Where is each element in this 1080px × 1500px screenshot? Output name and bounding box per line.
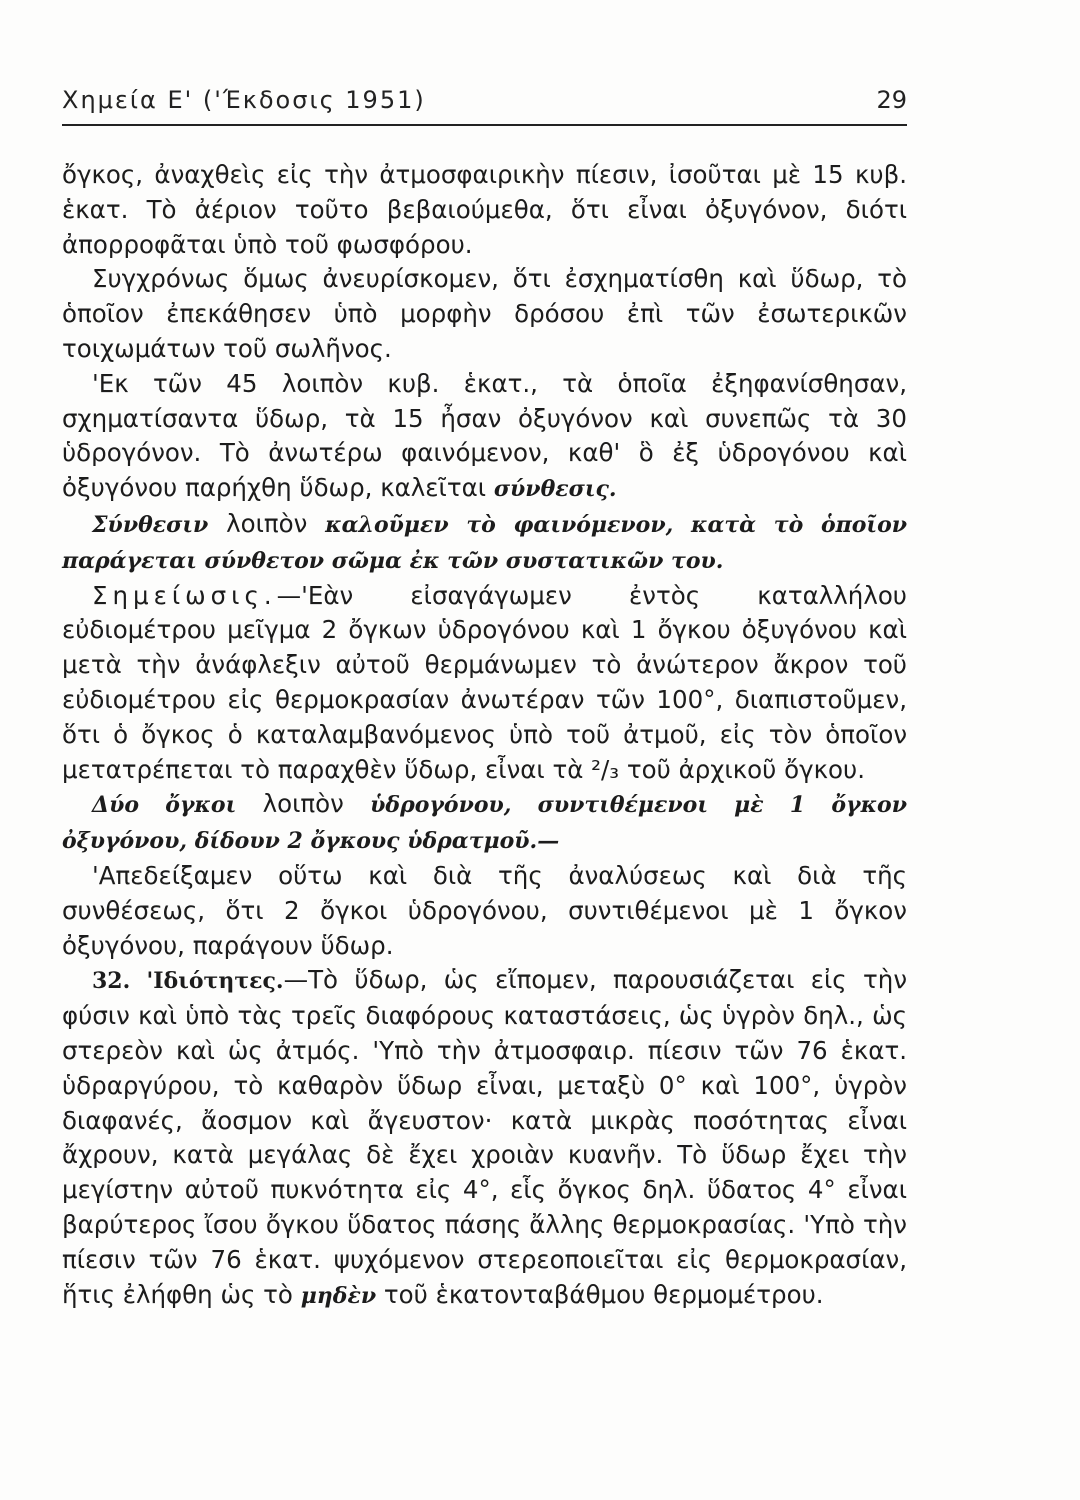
page-number: 29 [876,86,907,114]
law-statement [62,787,907,859]
section-32 [62,963,907,1313]
paragraph-3-text: 'Εκ τῶν 45 λοιπὸν κυβ. ἑκατ., τὰ ὁποῖα ἐξηφανίσθησαν, σχηματίσαντα ὕδωρ, τὰ 15 ἦσαν ὀξυγόνον καὶ συνεπῶς τὰ 30 ὑδρογόνον. Τὸ ἀνωτέρω φαινόμενον, καθ' ὃ ἐξ ὑδρογόνου καὶ ὀξυγόνου παρήχθη ὕδωρ, καλεῖται [62,368,907,503]
header-rule [62,124,907,126]
paragraph-1: ὄγκος, ἀναχθεὶς εἰς τὴν ἀτμοσφαιρικὴν πίεσιν, ἰσοῦται μὲ 15 κυβ. ἑκατ. Τὸ ἀέριον τοῦτο βεβαιούμεθα, ὅτι εἶναι ὀξυγόνον, διότι ἀπορροφᾶται ὑπὸ τοῦ φωσφόρου. [62,160,907,259]
note-text: —'Εὰν εἰσαγάγωμεν ἐντὸς καταλλήλου εὐδιομέτρου μεῖγμα 2 ὄγκων ὑδρογόνου καὶ 1 ὄγκου ὀξυγόνου καὶ μετὰ τὴν ἀνάφλεξιν αὐτοῦ θερμάνωμεν τὸ ἀνώτερον ἄκρον τοῦ εὐδιομέτρου εἰς θερμοκρασίαν ἀνωτέραν τῶν 100°, διαπιστοῦμεν, ὅτι ὁ ὄγκος ὁ καταλαμβανόμενος ὑπὸ τοῦ ἀτμοῦ, εἰς τὸν ὁποῖον μετατρέπεται τὸ παραχθὲν ὕδωρ, εἶναι τὰ ²/₃ τοῦ ἀρχικοῦ ὄγκου. [62,580,907,784]
section-32-end: τοῦ ἑκατονταβάθμου θερμομέτρου. [383,1279,824,1309]
law-statement-text: ὑδρογόνου, συντιθέμενοι μὲ 1 ὄγκον ὀξυγόνου, δίδουν 2 ὄγκους ὑδρατμοῦ.— [62,792,907,855]
law-statement-start: Δύο ὄγκοι [92,792,237,819]
note-paragraph [62,579,907,788]
header-title: Χημεία Ε' ('Έκδοσις 1951) [62,86,426,114]
definition-synthesis [62,507,907,579]
running-header [62,86,907,126]
paragraph-7: 'Απεδείξαμεν οὕτω καὶ διὰ τῆς ἀναλύσεως καὶ διὰ τῆς συνθέσεως, ὅτι 2 ὄγκοι ὑδρογόνου, συντιθέμενοι μὲ 1 ὄγκον ὀξυγόνου, παράγουν ὕδωρ. [62,860,907,960]
section-32-text: —Τὸ ὕδωρ, ὡς εἴπομεν, παρουσιάζεται εἰς τὴν φύσιν καὶ ὑπὸ τὰς τρεῖς διαφόρους καταστάσεις, ὡς ὑγρὸν δηλ., ὡς στερεὸν καὶ ὡς ἀτμός. 'Υπὸ τὴν ἀτμοσφαιρ. πίεσιν τῶν 76 ἑκατ. ὑδραργύρου, τὸ καθαρὸν ὕδωρ εἶναι, μεταξὺ 0° καὶ 100°, ὑγρὸν διαφανές, ἄοσμον καὶ ἄγευστον· κατὰ μικρὰς ποσότητας εἶναι ἄχρουν, κατὰ μεγάλας δὲ ἔχει χροιὰν κυανῆν. Τὸ ὕδωρ ἔχει τὴν μεγίστην αὐτοῦ πυκνότητα εἰς 4°, εἷς ὄγκος δηλ. ὕδατος 4° εἶναι βαρύτερος ἴσου ὄγκου ὕδατος πάσης ἄλλης θερμοκρασίας. 'Υπὸ τὴν πίεσιν τῶν 76 ἑκατ. ψυχόμενον στερεοποιεῖται εἰς θερμοκρασίαν, ἥτις ἐλήφθη ὡς τὸ [62,965,907,1309]
note-label: Σημείωσις. [92,580,277,610]
term-synthesis: σύνθεσις. [493,476,617,503]
body-text [62,158,907,1313]
definition-connector: λοιπὸν [226,508,308,538]
definition-text: καλοῦμεν τὸ φαινόμενον, κατὰ τὸ ὁποῖον παράγεται σύνθετον σῶμα ἐκ τῶν συστατικῶν του. [62,511,908,574]
definition-term: Σύνθεσιν [92,511,209,538]
term-zero: μηδὲν [300,1282,377,1309]
section-32-heading: 32. 'Ιδιότητες. [92,968,284,995]
paragraph-3 [62,367,907,507]
law-statement-connector: λοιπὸν [262,789,344,819]
paragraph-2: Συγχρόνως ὅμως ἀνευρίσκομεν, ὅτι ἐσχηματίσθη καὶ ὕδωρ, τὸ ὁποῖον ἐπεκάθησεν ὑπὸ μορφὴν δρόσου ἐπὶ τῶν ἐσωτερικῶν τοιχωμάτων τοῦ σωλῆνος. [62,264,907,363]
